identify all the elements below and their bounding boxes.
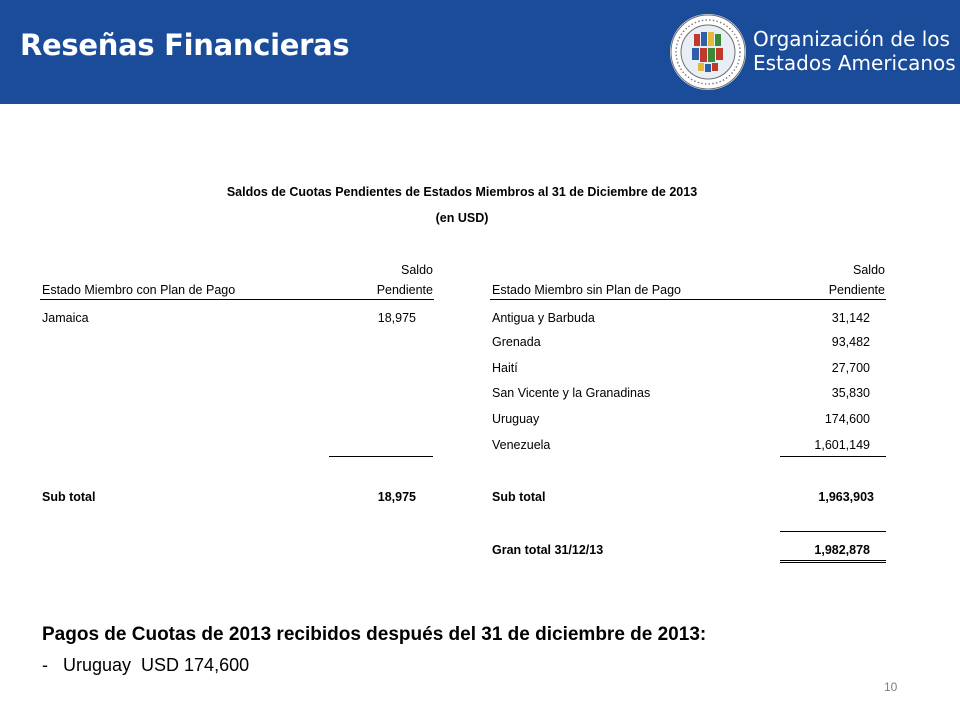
column-header-saldo-left: Saldo	[401, 263, 433, 277]
payments-list-item: - Uruguay USD 174,600	[42, 655, 250, 675]
grand-total-double-underline-2	[780, 562, 886, 563]
country-name: Uruguay	[492, 412, 540, 426]
subtotal-rule-right	[780, 456, 886, 457]
country-name: Venezuela	[492, 438, 551, 452]
amount-value: 31,142	[831, 311, 870, 325]
amount-value: 174,600	[824, 412, 870, 426]
grand-total-amount: 1,982,878	[814, 543, 870, 557]
subtotal-rule-left	[329, 456, 433, 457]
organization-name	[753, 27, 956, 75]
country-name: San Vicente y la Granadinas	[492, 386, 651, 400]
country-name: Haití	[492, 361, 518, 375]
oas-seal-icon	[668, 12, 748, 92]
header-underline-left	[40, 299, 434, 300]
subtotal-label-left: Sub total	[42, 490, 96, 504]
country-name: Grenada	[492, 335, 541, 349]
country-name: Antigua y Barbuda	[492, 311, 595, 325]
amount-value: 27,700	[831, 361, 870, 375]
grand-total-double-underline-1	[780, 560, 886, 561]
subtotal-amount-left: 18,975	[377, 490, 416, 504]
page-number: 10	[884, 680, 898, 694]
subtotal-amount-right: 1,963,903	[818, 490, 874, 504]
grand-total-label: Gran total 31/12/13	[492, 543, 604, 557]
header-underline-right	[490, 299, 886, 300]
table-title: Saldos de Cuotas Pendientes de Estados Miembros al 31 de Diciembre de 2013	[226, 185, 698, 199]
organization-name-line2: Estados Americanos	[753, 51, 956, 75]
grand-total-rule-top	[780, 531, 886, 532]
column-header-country-right: Estado Miembro sin Plan de Pago	[492, 283, 681, 297]
column-header-saldo-right: Saldo	[853, 263, 885, 277]
country-name: Jamaica	[42, 311, 89, 325]
amount-value: 35,830	[831, 386, 870, 400]
column-header-pendiente-right: Pendiente	[828, 283, 885, 297]
payments-heading: Pagos de Cuotas de 2013 recibidos después del 31 de diciembre de 2013:	[42, 624, 707, 645]
amount-value: 93,482	[831, 335, 870, 349]
header-banner	[0, 0, 960, 104]
amount-value: 18,975	[377, 311, 416, 325]
amount-value: 1,601,149	[814, 438, 870, 452]
table-units: (en USD)	[435, 211, 489, 225]
organization-name-line1: Organización de los	[753, 27, 950, 51]
column-header-pendiente-left: Pendiente	[376, 283, 433, 297]
subtotal-label-right: Sub total	[492, 490, 546, 504]
page-title: Reseñas Financieras	[20, 28, 350, 62]
column-header-country-left: Estado Miembro con Plan de Pago	[42, 283, 236, 297]
